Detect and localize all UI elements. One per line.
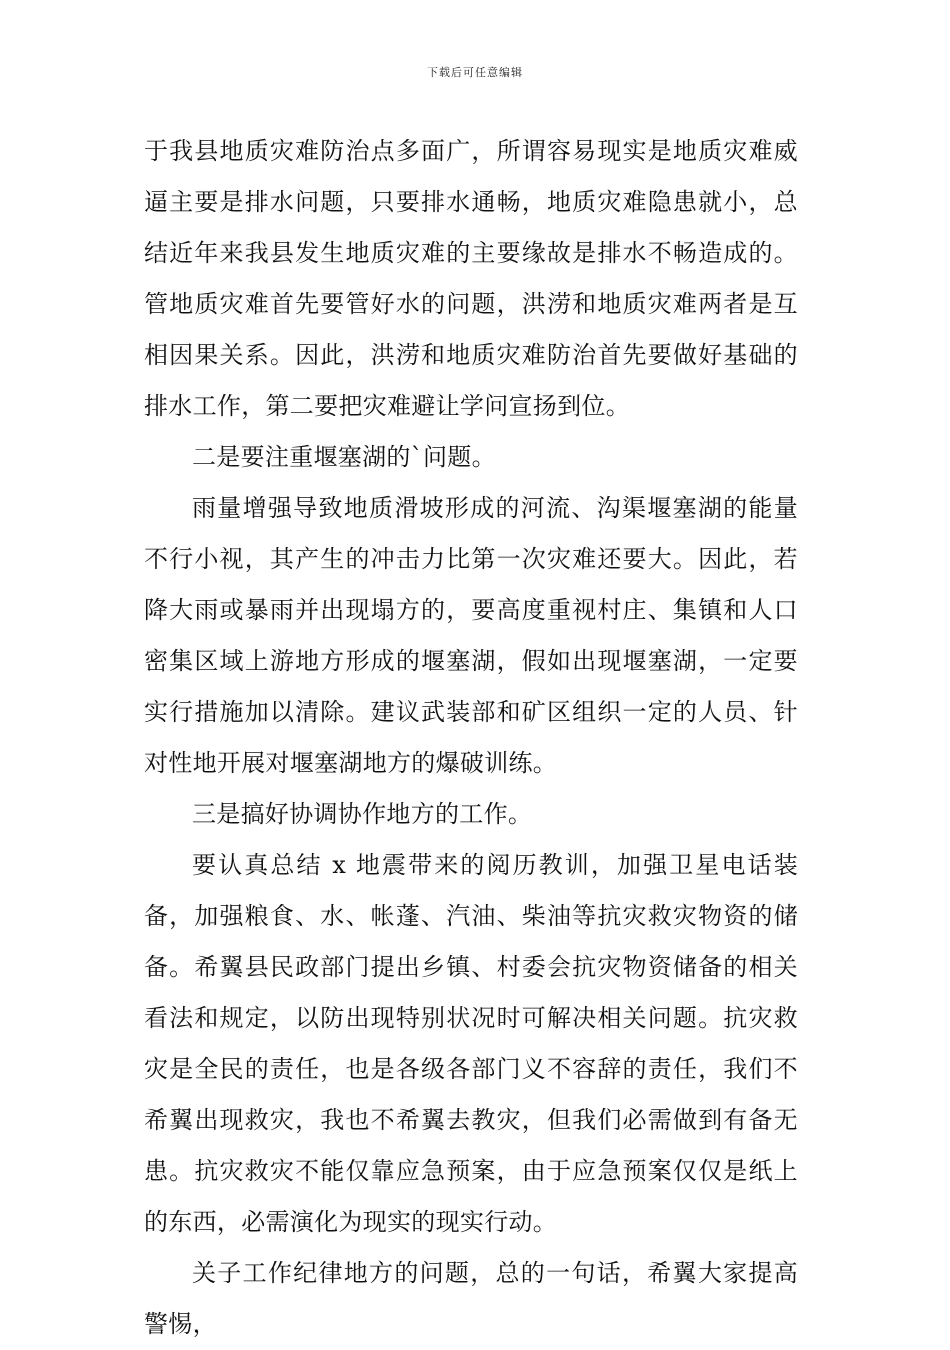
paragraph-5: 要认真总结 x 地震带来的阅历教训，加强卫星电话装备，加强粮食、水、帐蓬、汽油、柴油等抗灾救灾物资的储备。希翼县民政部门提出乡镇、村委会抗灾物资储备的相关看法和规定，以防出现特别状况时可解决相关问题。抗灾救灾是全民的责任，也是各级各部门义不容辞的责任，我们不希翼出现救灾，我也不希翼去教灾，但我们必需做到有备无患。抗灾救灾不能仅靠应急预案，由于应急预案仅仅是纸上的东西，必需演化为现实的现实行动。 <box>144 851 798 1236</box>
paragraph-6: 关子工作纪律地方的问题，总的一句话，希翼大家提高警惕， <box>144 1259 798 1338</box>
paragraph-1: 于我县地质灾难防治点多面广，所谓容易现实是地质灾难威逼主要是排水问题，只要排水通畅，地质灾难隐患就小，总结近年来我县发生地质灾难的主要缘故是排水不畅造成的。管地质灾难首先要管好水的问题，洪涝和地质灾难两者是互相因果关系。因此，洪涝和地质灾难防治首先要做好基础的排水工作，第二要把灾难避让学问宣扬到位。 <box>144 137 798 420</box>
paragraph-2-heading: 二是要注重堰塞湖的`问题。 <box>192 443 496 471</box>
paragraph-4-heading: 三是搞好协调协作地方的工作。 <box>192 800 533 828</box>
paragraph-3: 雨量增强导致地质滑坡形成的河流、沟渠堰塞湖的能量不行小视，其产生的冲击力比第一次灾难还要大。因此，若降大雨或暴雨并出现塌方的，要高度重视村庄、集镇和人口密集区域上游地方形成的堰塞湖，假如出现堰塞湖，一定要实行措施加以清除。建议武装部和矿区组织一定的人员、针对性地开展对堰塞湖地方的爆破训练。 <box>144 494 798 777</box>
document-body <box>144 126 798 1350</box>
page-header: 下载后可任意编辑 <box>427 66 523 79</box>
